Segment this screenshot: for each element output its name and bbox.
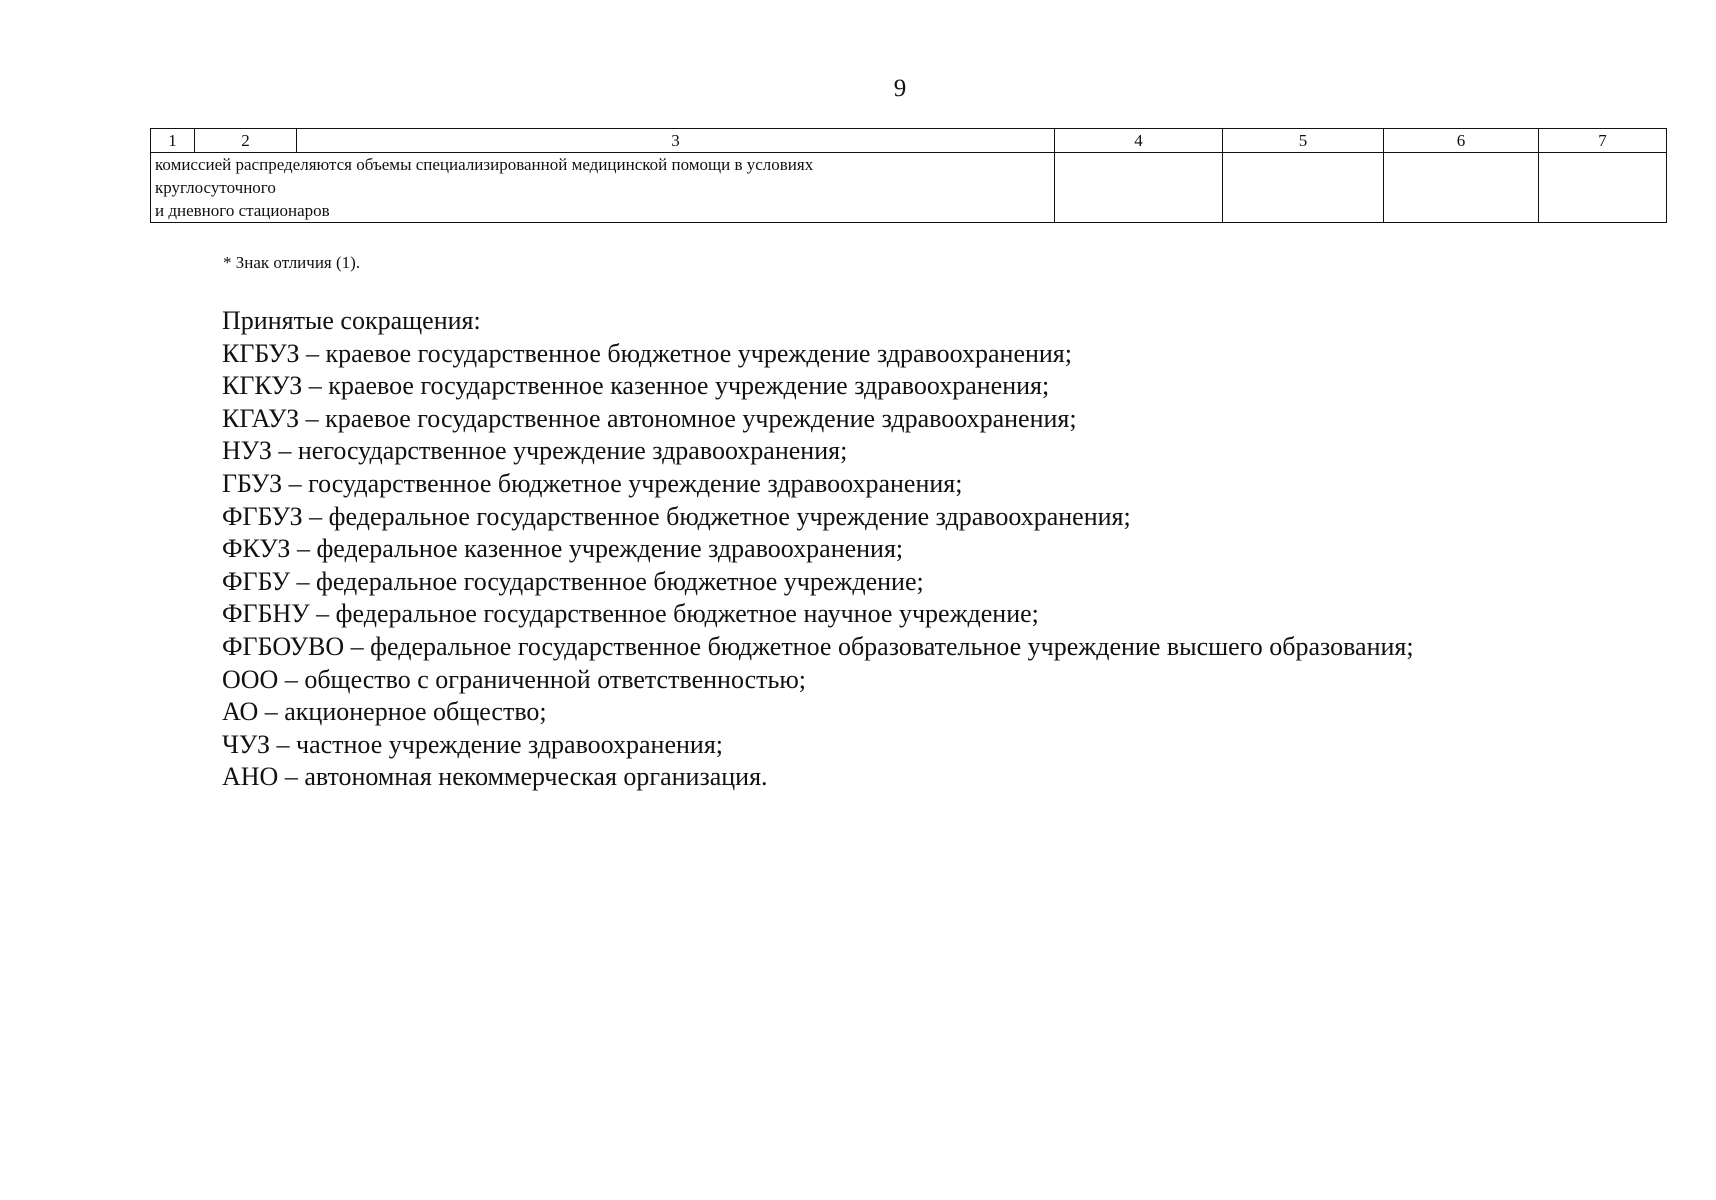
column-header: 7 [1539, 129, 1667, 153]
abbreviation-item: ФГБУ – федеральное государственное бюджетное учреждение; [222, 566, 924, 596]
cell-text-line: и дневного стационаров [155, 201, 330, 220]
column-header: 3 [297, 129, 1055, 153]
abbreviation-item: ФКУЗ – федеральное казенное учреждение здравоохранения; [222, 534, 904, 564]
data-table [150, 128, 1667, 223]
table-cell [1055, 153, 1223, 223]
column-header: 4 [1055, 129, 1223, 153]
abbreviation-item: КГАУЗ – краевое государственное автономное учреждение здравоохранения; [222, 403, 1077, 433]
column-header: 1 [151, 129, 195, 153]
column-header: 6 [1384, 129, 1539, 153]
abbreviation-item: ООО – общество с ограниченной ответственностью; [222, 664, 807, 694]
table-cell [1539, 153, 1667, 223]
column-header: 5 [1223, 129, 1384, 153]
abbreviation-item: ФГБУЗ – федеральное государственное бюджетное учреждение здравоохранения; [222, 501, 1131, 531]
table-cell-description [151, 153, 1055, 223]
cell-text-line: комиссией распределяются объемы специализированной медицинской помощи в условиях [155, 155, 814, 174]
column-header: 2 [195, 129, 297, 153]
footnote: * Знак отличия (1). [223, 253, 361, 272]
abbreviation-item: АНО – автономная некоммерческая организация. [222, 762, 768, 792]
abbreviation-item: АО – акционерное общество; [222, 697, 547, 727]
abbreviation-item: НУЗ – негосударственное учреждение здравоохранения; [222, 436, 848, 466]
abbreviation-item: ФГБОУВО – федеральное государственное бюджетное образовательное учреждение высшего образования; [222, 631, 1414, 661]
table-header-row [151, 129, 1667, 153]
cell-text-line: круглосуточного [155, 178, 276, 197]
abbreviation-item: ГБУЗ – государственное бюджетное учреждение здравоохранения; [222, 468, 963, 498]
abbreviation-item: ЧУЗ – частное учреждение здравоохранения; [222, 729, 724, 759]
abbreviation-item: ФГБНУ – федеральное государственное бюджетное научное учреждение; [222, 599, 1039, 629]
table-row [151, 153, 1667, 223]
table-cell [1384, 153, 1539, 223]
table-cell [1223, 153, 1384, 223]
abbreviation-item: КГКУЗ – краевое государственное казенное учреждение здравоохранения; [222, 371, 1050, 401]
page-number: 9 [893, 75, 907, 102]
abbreviations-section [222, 305, 1414, 794]
abbreviation-item: КГБУЗ – краевое государственное бюджетное учреждение здравоохранения; [222, 338, 1072, 368]
abbreviations-title: Принятые сокращения: [222, 306, 481, 335]
